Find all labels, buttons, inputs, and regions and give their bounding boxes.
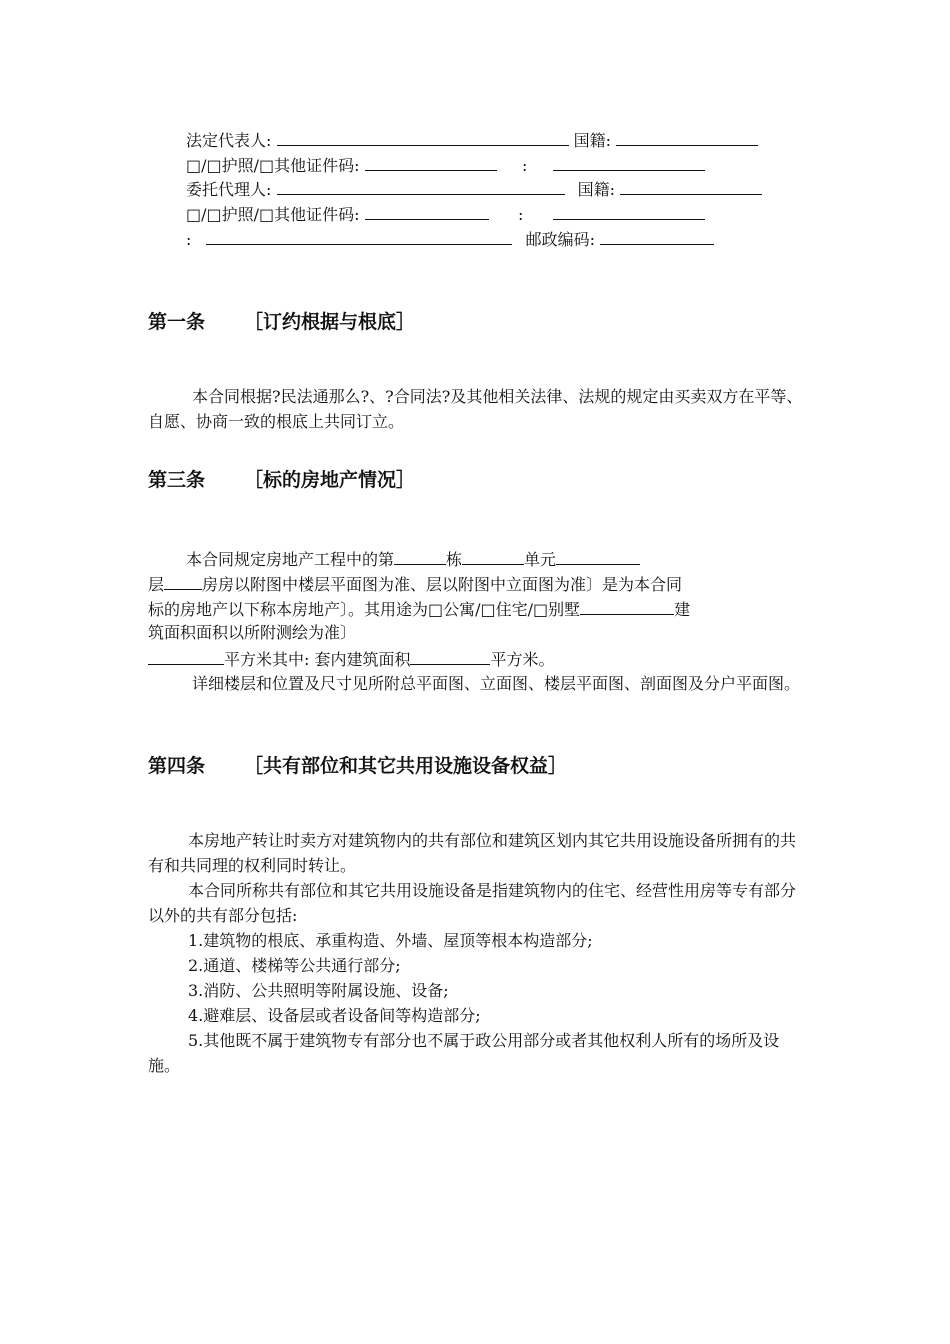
id-number-blank[interactable] <box>365 152 497 171</box>
building-label: 栋 <box>446 550 463 569</box>
article-3-heading <box>148 466 415 494</box>
legal-rep-row <box>186 127 758 153</box>
agent-id-type-label: □/□护照/□其他证件码: <box>186 205 360 224</box>
colon-label: : <box>522 156 528 175</box>
article-3-line-1 <box>186 546 640 572</box>
agent-blank[interactable] <box>277 176 565 195</box>
list-item: 4.避难层、设备层或者设备间等构造部分; <box>188 1006 481 1025</box>
article-3-line-4 <box>148 621 356 645</box>
article-3-text: 本合同规定房地产工程中的第 <box>186 550 395 569</box>
article-1-body <box>148 384 808 434</box>
legal-rep-label: 法定代表人: <box>186 131 272 150</box>
article-1-heading <box>148 308 415 336</box>
nationality-blank[interactable] <box>616 127 758 146</box>
article-3-text: 筑面积面积以所附测绘为准〕 <box>148 623 357 642</box>
usage-other-blank[interactable] <box>580 596 674 615</box>
article-4-title: ［共有部位和其它共用设施设备权益］ <box>244 755 568 777</box>
article-1-text: 本合同根据?民法通那么?、?合同法?及其他相关法律、法规的规定由买卖双方在平等、自愿、协商一致的根底上共同订立。 <box>148 387 803 431</box>
legal-rep-blank[interactable] <box>277 127 569 146</box>
article-4-heading <box>148 752 567 780</box>
floor-label: 层 <box>148 575 165 594</box>
id-row-2 <box>186 201 705 227</box>
sqm-label: 平方米。 <box>490 650 555 669</box>
agent-id-extra-blank[interactable] <box>553 201 705 220</box>
building-number-blank[interactable] <box>394 546 446 565</box>
agent-id-number-blank[interactable] <box>365 201 489 220</box>
postal-code-blank[interactable] <box>600 226 714 245</box>
agent-nationality-blank[interactable] <box>620 176 762 195</box>
address-blank[interactable] <box>206 226 512 245</box>
floor-number-blank[interactable] <box>556 546 640 565</box>
article-3-title: ［标的房地产情况］ <box>244 469 416 491</box>
list-item: 2.通道、楼梯等公共通行部分; <box>188 956 401 975</box>
article-3-line-3 <box>148 596 690 622</box>
article-3-line-2 <box>148 571 682 597</box>
id-row-1 <box>186 152 705 178</box>
article-3-line-5 <box>148 646 555 672</box>
id-extra-blank[interactable] <box>553 152 705 171</box>
article-4-body <box>148 828 808 1078</box>
article-3-number: 第三条 <box>148 469 206 491</box>
unit-label: 单元 <box>524 550 557 569</box>
article-1-number: 第一条 <box>148 311 206 333</box>
unit-number-blank[interactable] <box>462 546 524 565</box>
article-3-text: 建 <box>674 600 691 619</box>
list-item: 3.消防、公共照明等附属设施、设备; <box>188 981 449 1000</box>
id-type-label: □/□护照/□其他证件码: <box>186 156 360 175</box>
article-1-title: ［订约根据与根底］ <box>244 311 416 333</box>
room-number-blank[interactable] <box>164 571 202 590</box>
article-4-paragraph-1: 本房地产转让时卖方对建筑物内的共有部位和建筑区划内其它共用设施设备所拥有的共有和共同理的权利同时转让。 <box>148 831 797 875</box>
article-4-number: 第四条 <box>148 755 206 777</box>
inner-area-blank[interactable] <box>410 646 490 665</box>
colon-label: : <box>518 205 524 224</box>
agent-label: 委托代理人: <box>186 180 272 199</box>
address-colon: : <box>186 230 192 249</box>
area-label: 平方米其中: 套内建筑面积 <box>224 650 411 669</box>
nationality-label: 国籍: <box>573 131 611 150</box>
article-3-text: 房房以附图中楼层平面图为准、层以附图中立面图为准〕是为本合同 <box>202 575 683 594</box>
floor-area-blank[interactable] <box>148 646 224 665</box>
article-3-detail-text: 详细楼层和位置及尺寸见所附总平面图、立面图、楼层平面图、剖面图及分户平面图。 <box>192 674 801 693</box>
usage-options: 标的房地产以下称本房地产〕。其用途为□公寓/□住宅/□别墅 <box>148 600 581 619</box>
article-3-detail <box>148 671 808 696</box>
agent-nationality-label: 国籍: <box>577 180 615 199</box>
address-row <box>186 226 714 252</box>
list-item: 1.建筑物的根底、承重构造、外墙、屋顶等根本构造部分; <box>188 931 593 950</box>
article-4-paragraph-2: 本合同所称共有部位和其它共用设施设备是指建筑物内的住宅、经营性用房等专有部分以外的共有部分包括: <box>148 881 797 925</box>
list-item: 5.其他既不属于建筑物专有部分也不属于政公用部分或者其他权利人所有的场所及设施。 <box>148 1031 780 1075</box>
postal-code-label: 邮政编码: <box>525 230 595 249</box>
agent-row <box>186 176 762 202</box>
